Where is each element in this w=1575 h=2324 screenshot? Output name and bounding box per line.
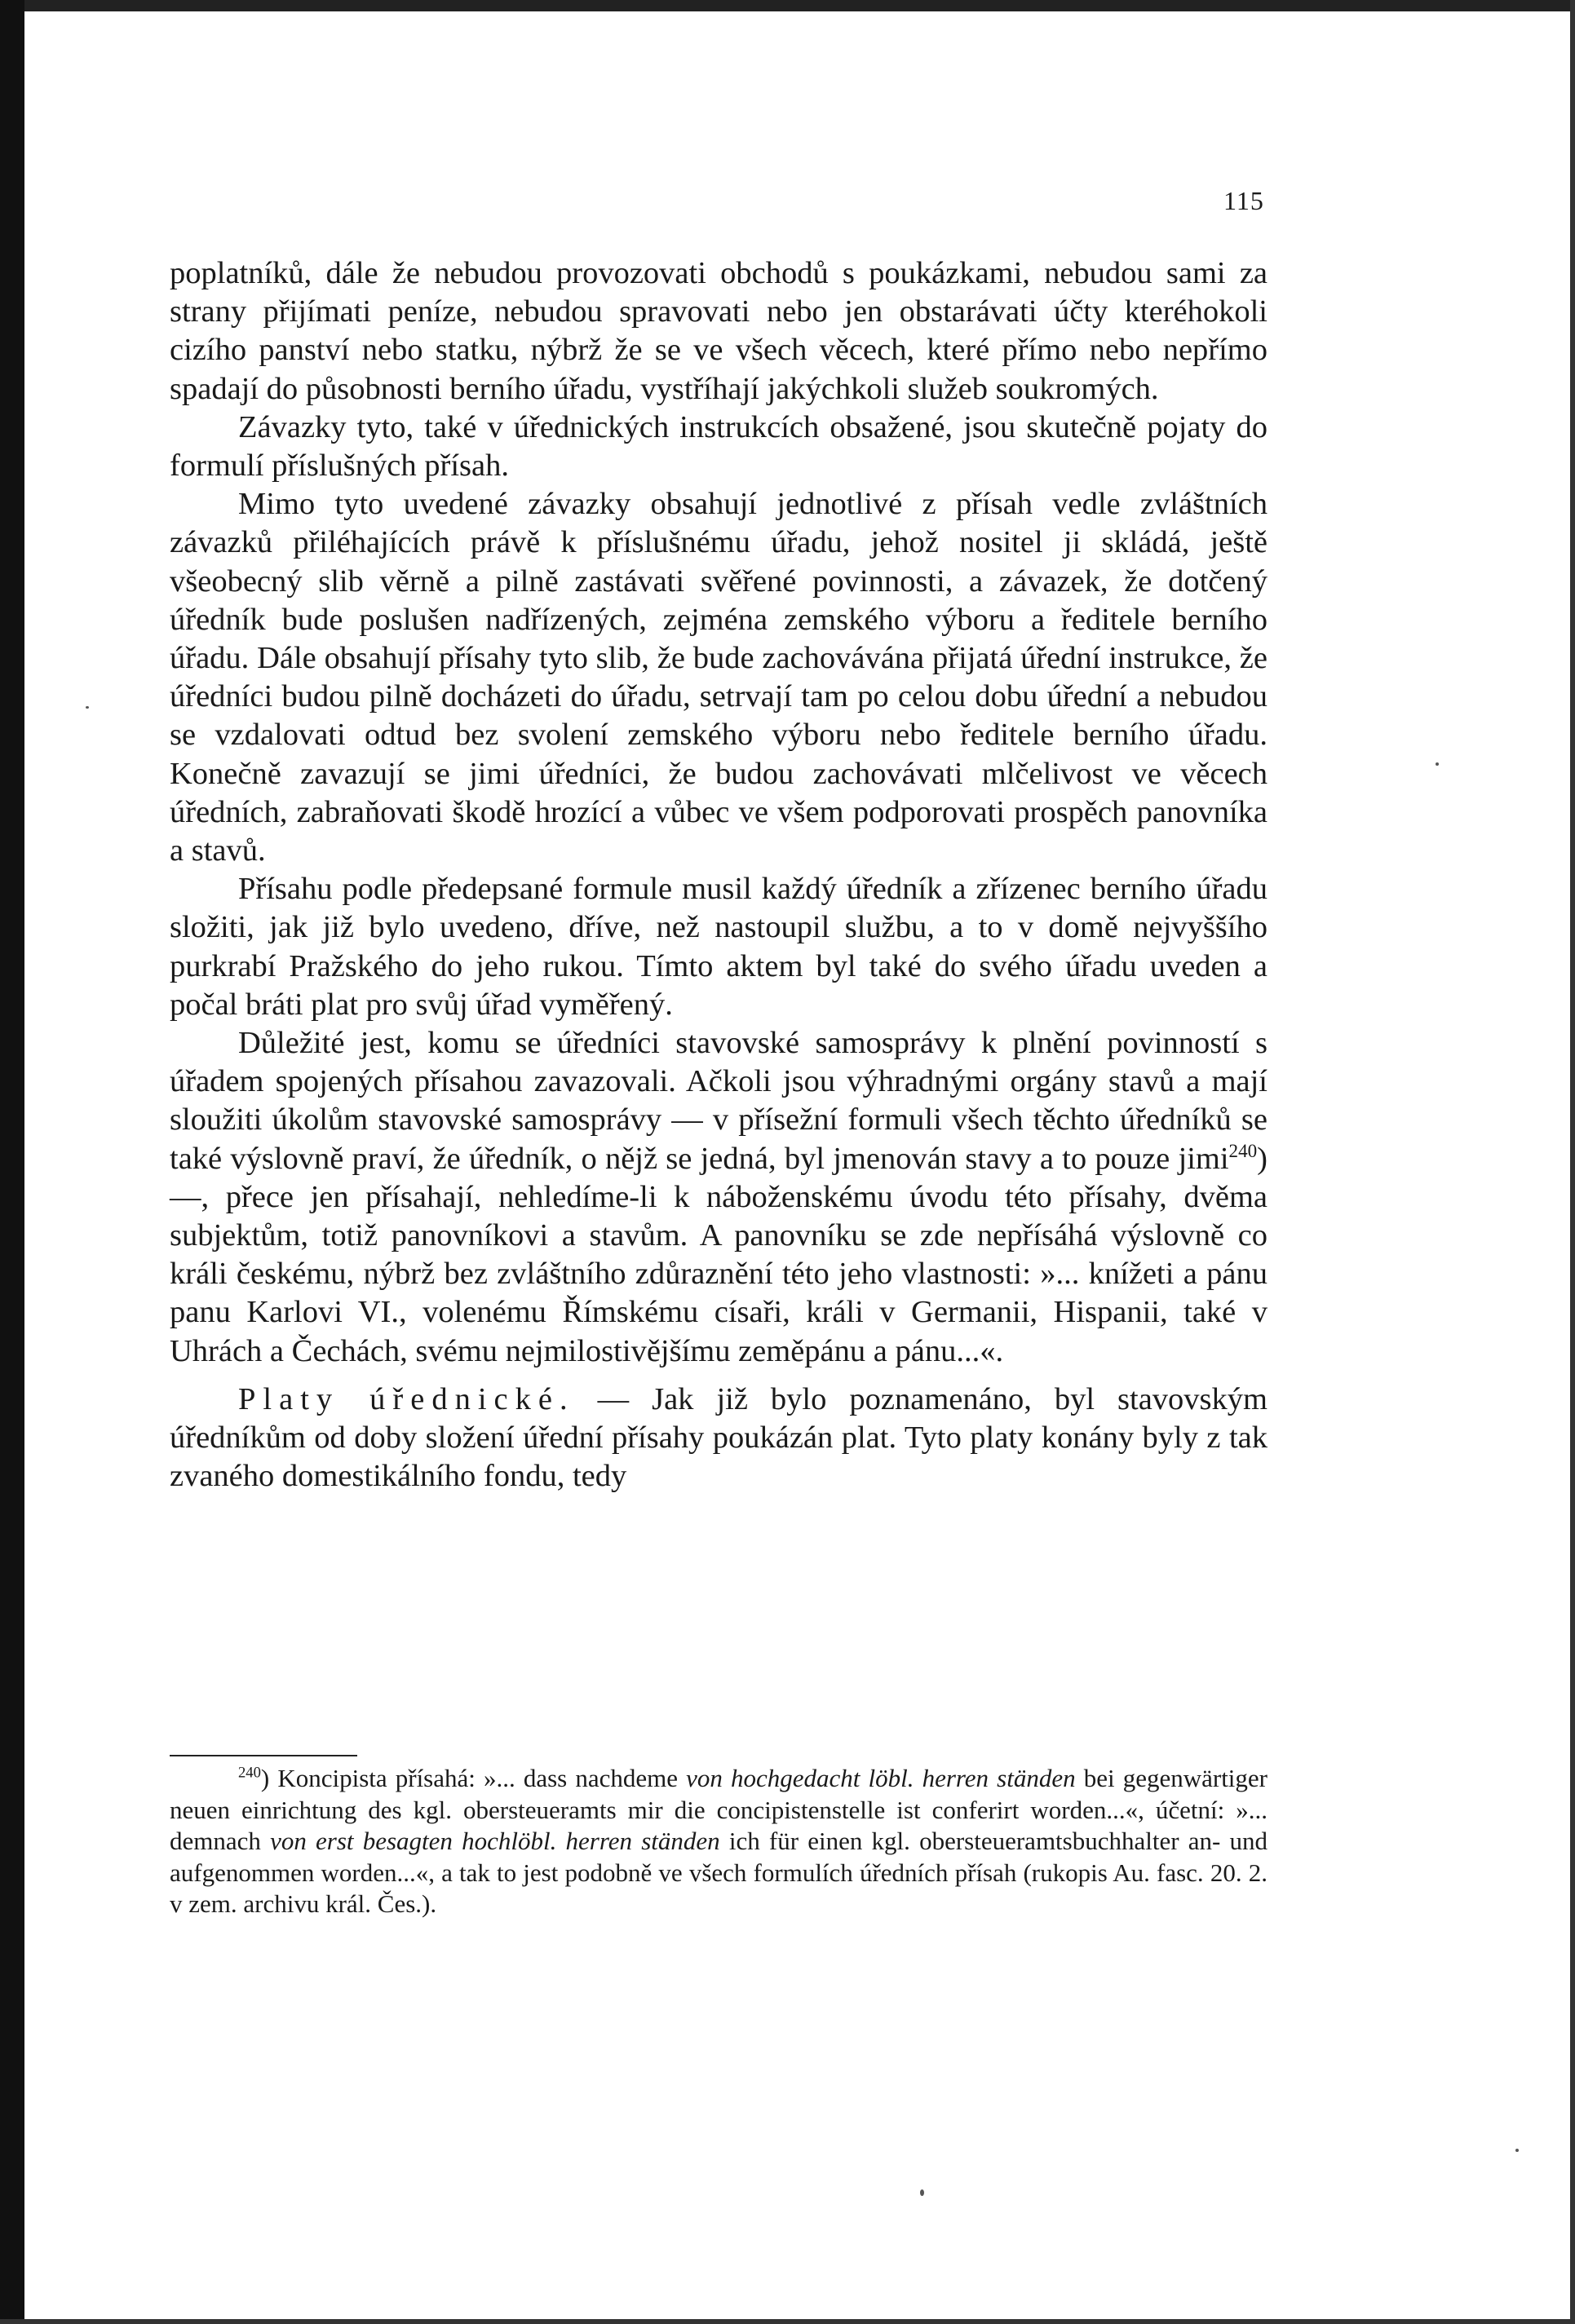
footnote-italic-1: von hochgedacht löbl. herren ständen	[686, 1764, 1076, 1792]
page-number: 115	[1223, 186, 1264, 215]
scan-border-left	[0, 0, 24, 2324]
scan-border-right	[1570, 0, 1575, 2324]
scan-speck	[1436, 762, 1439, 766]
footnote-240	[170, 1763, 1268, 1920]
paragraph-5-text-a: Důležité jest, komu se úředníci stavovské samosprávy k plnění povinností s úřadem spojených přísahou zavazovali. Ačkoli jsou výhradnými orgány stavů a mají sloužiti úkolům stavovské samosprávy — v přísežní formuli všech těchto úředníků se také výslovně praví, že úředník, o nějž se jedná, byl jmenován stavy a to pouze jimi	[170, 1026, 1268, 1176]
scan-speck	[1515, 2149, 1519, 2152]
footnote-reference: 240	[1228, 1139, 1258, 1161]
footnote-text-1: ) Koncipista přísahá: »... dass nachdeme	[260, 1764, 687, 1792]
scan-speck	[920, 2189, 924, 2196]
paragraph-5	[170, 1024, 1268, 1371]
footnote-text-2: bei gegenwärtiger neuen einrichtung des kgl. obersteueramts mir die concipistenstelle ist conferirt worden...«, účetní: »... demnach	[170, 1764, 1268, 1855]
footnote-number: 240	[238, 1764, 261, 1782]
footnote-rule	[170, 1755, 357, 1756]
main-text	[170, 254, 1268, 1496]
scan-border-bottom	[0, 2319, 1575, 2324]
paragraph-4: Přísahu podle předepsané formule musil každý úředník a zřízenec berního úřadu složiti, jak již bylo uvedeno, dříve, než nastoupil službu, a to v domě nejvyššího purkrabí Pražského do jeho rukou. Tímto aktem byl také do svého úřadu uveden a počal bráti plat pro svůj úřad vyměřený.	[170, 872, 1268, 1022]
paragraph-6-text: — Jak již bylo poznamenáno, byl stavovským úředníkům od doby složení úřední přísahy poukázán plat. Tyto platy konány byly z tak zvaného domestikálního fondu, tedy	[170, 1381, 1268, 1494]
paragraph-2: Závazky tyto, také v úřednických instrukcích obsažené, jsou skutečně pojaty do formulí příslušných přísah.	[170, 409, 1268, 484]
paragraph-3: Mimo tyto uvedené závazky obsahují jednotlivé z přísah vedle zvláštních závazků přiléhajících právě k příslušnému úřadu, jehož nositel ji skládá, ještě všeobecný slib věrně a pilně zastávati svěřené povinnosti, a závazek, že dotčený úředník bude poslušen nadřízených, zejména zemského výboru a ředitele berního úřadu. Dále obsahují přísahy tyto slib, že bude zachovávána přijatá úřední instrukce, že úředníci budou pilně docházeti do úřadu, setrvají tam po celou dobu úřední a nebudou se vzdalovati odtud bez svolení zemského výboru nebo ředitele berního úřadu. Konečně zavazují se jimi úředníci, že budou zachovávati mlčelivost ve věcech úředních, zabraňovati škodě hrozící a vůbec ve všem podporovati prospěch panovníka a stavů.	[170, 487, 1268, 868]
footnotes	[170, 1763, 1268, 1920]
paragraph-6	[170, 1381, 1268, 1496]
scan-speck	[86, 706, 89, 709]
paragraph-1: poplatníků, dále že nebudou provozovati obchodů s poukázkami, nebudou sami za strany přijímati peníze, nebudou spravovati nebo jen obstarávati účty kteréhokoli cizího panství nebo statku, nýbrž že se ve všech věcech, které přímo nebo nepřímo spadají do působnosti berního úřadu, vystříhají jakýchkoli služeb soukromých.	[170, 256, 1268, 406]
footnote-text-3: ich für einen kgl. obersteueramtsbuchhalter an- und aufgenommen worden...«, a tak to jest podobně ve všech formulích úředních přísah (rukopis Au. fasc. 20. 2. v zem. archivu král. Čes.).	[170, 1827, 1268, 1918]
section-heading: Platy úřednické.	[238, 1381, 575, 1416]
scan-border-top	[0, 0, 1575, 11]
paragraph-5-text-b: ) —, přece jen přísahají, nehledíme-li k náboženskému úvodu této přísahy, dvěma subjektům, totiž panovníkovi a stavům. A panovníku se zde nepřísáhá výslovně co králi českému, nýbrž bez zvláštního zdůraznění této jeho vlastnosti: »... knížeti a pánu panu Karlovi VI., volenému Římskému císaři, králi v Germanii, Hispanii, také v Uhrách a Čechách, svému nejmilostivějšímu zeměpánu a pánu...«.	[170, 1141, 1268, 1368]
footnote-italic-2: von erst besagten hochlöbl. herren ständen	[270, 1827, 720, 1855]
